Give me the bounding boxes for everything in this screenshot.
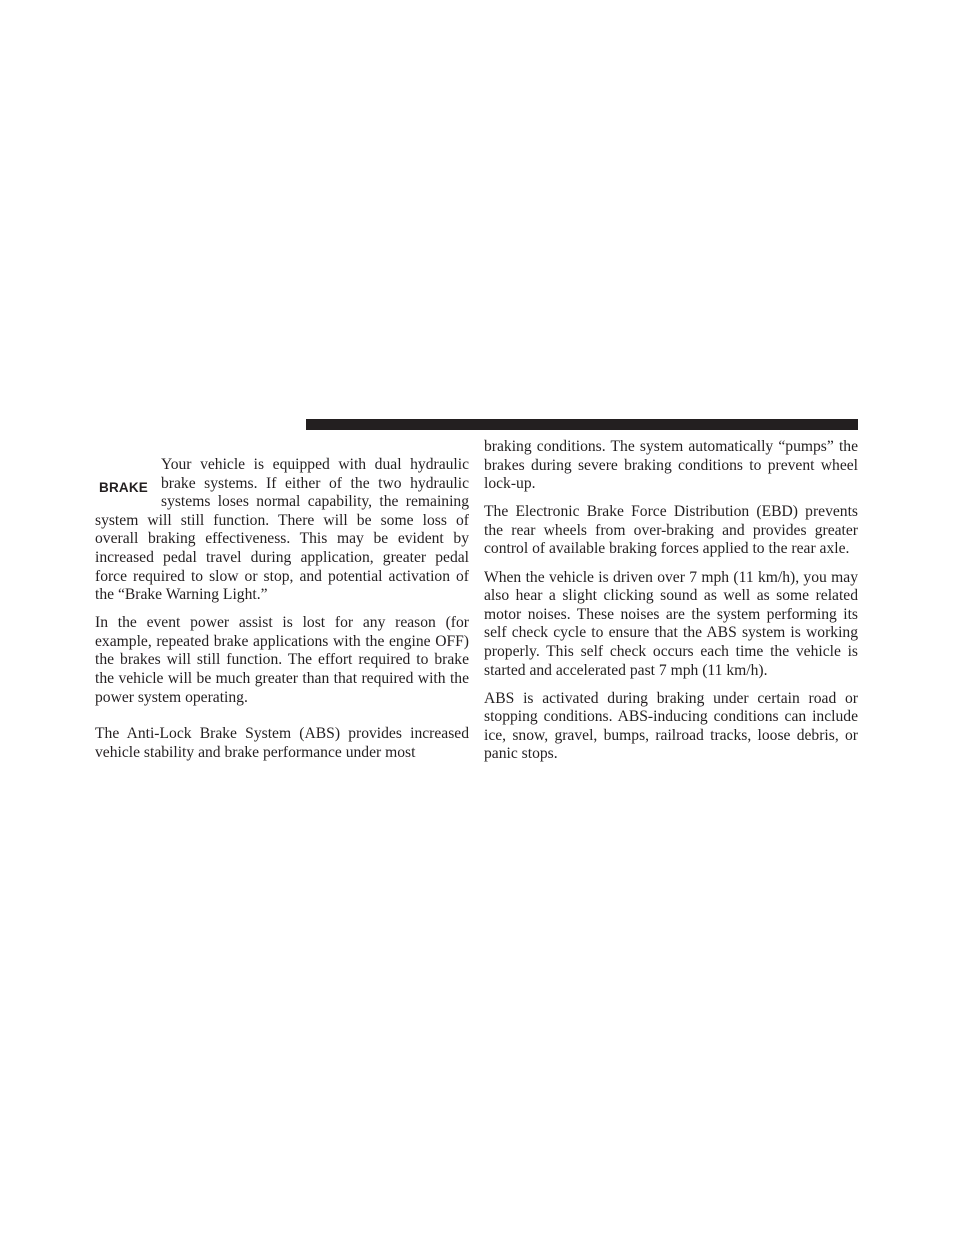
left-column [95,438,469,772]
paragraph-abs-conditions: ABS is activated during braking under certain road or stopping conditions. ABS-inducing conditions can include ice, snow, gravel, bumps, railroad tracks, loose debris, or panic stops. [484,689,858,763]
paragraph-ebd: The Electronic Brake Force Distribution (EBD) prevents the rear wheels from over-braking and provides greater control of available braking forces applied to the rear axle. [484,503,858,558]
paragraph-power-assist: In the event power assist is lost for any reason (for example, repeated brake applications with the engine OFF) the brakes will still function. The effort required to brake the vehicle will be much greater than that required with the power system operating. [95,614,469,706]
brake-indicator-label: BRAKE [99,480,149,495]
paragraph-abs-intro: The Anti-Lock Brake System (ABS) provides increased vehicle stability and brake performance under most [95,725,469,761]
section-header-rule [306,419,858,430]
paragraph-self-check: When the vehicle is driven over 7 mph (11 km/h), you may also hear a slight clicking sound as well as some related motor noises. These noises are the system performing its self check cycle to ensure that the ABS system is working properly. This self check occurs each time the vehicle is started and accelerated past 7 mph (11 km/h). [484,568,858,679]
right-column [484,438,858,774]
paragraph-dual-hydraulic: Your vehicle is equipped with dual hydraulic brake systems. If either of the two hydraulic systems loses normal capability, the remaining system will still function. There will be some loss of overall braking effectiveness. This may be evident by increased pedal travel during application, greater pedal force required to slow or stop, and potential activation of the “Brake Warning Light.” [95,456,469,604]
paragraph-abs-pumps: braking conditions. The system automatically “pumps” the brakes during severe braking conditions to prevent wheel lock-up. [484,438,858,493]
brake-warning-icon [95,438,161,498]
